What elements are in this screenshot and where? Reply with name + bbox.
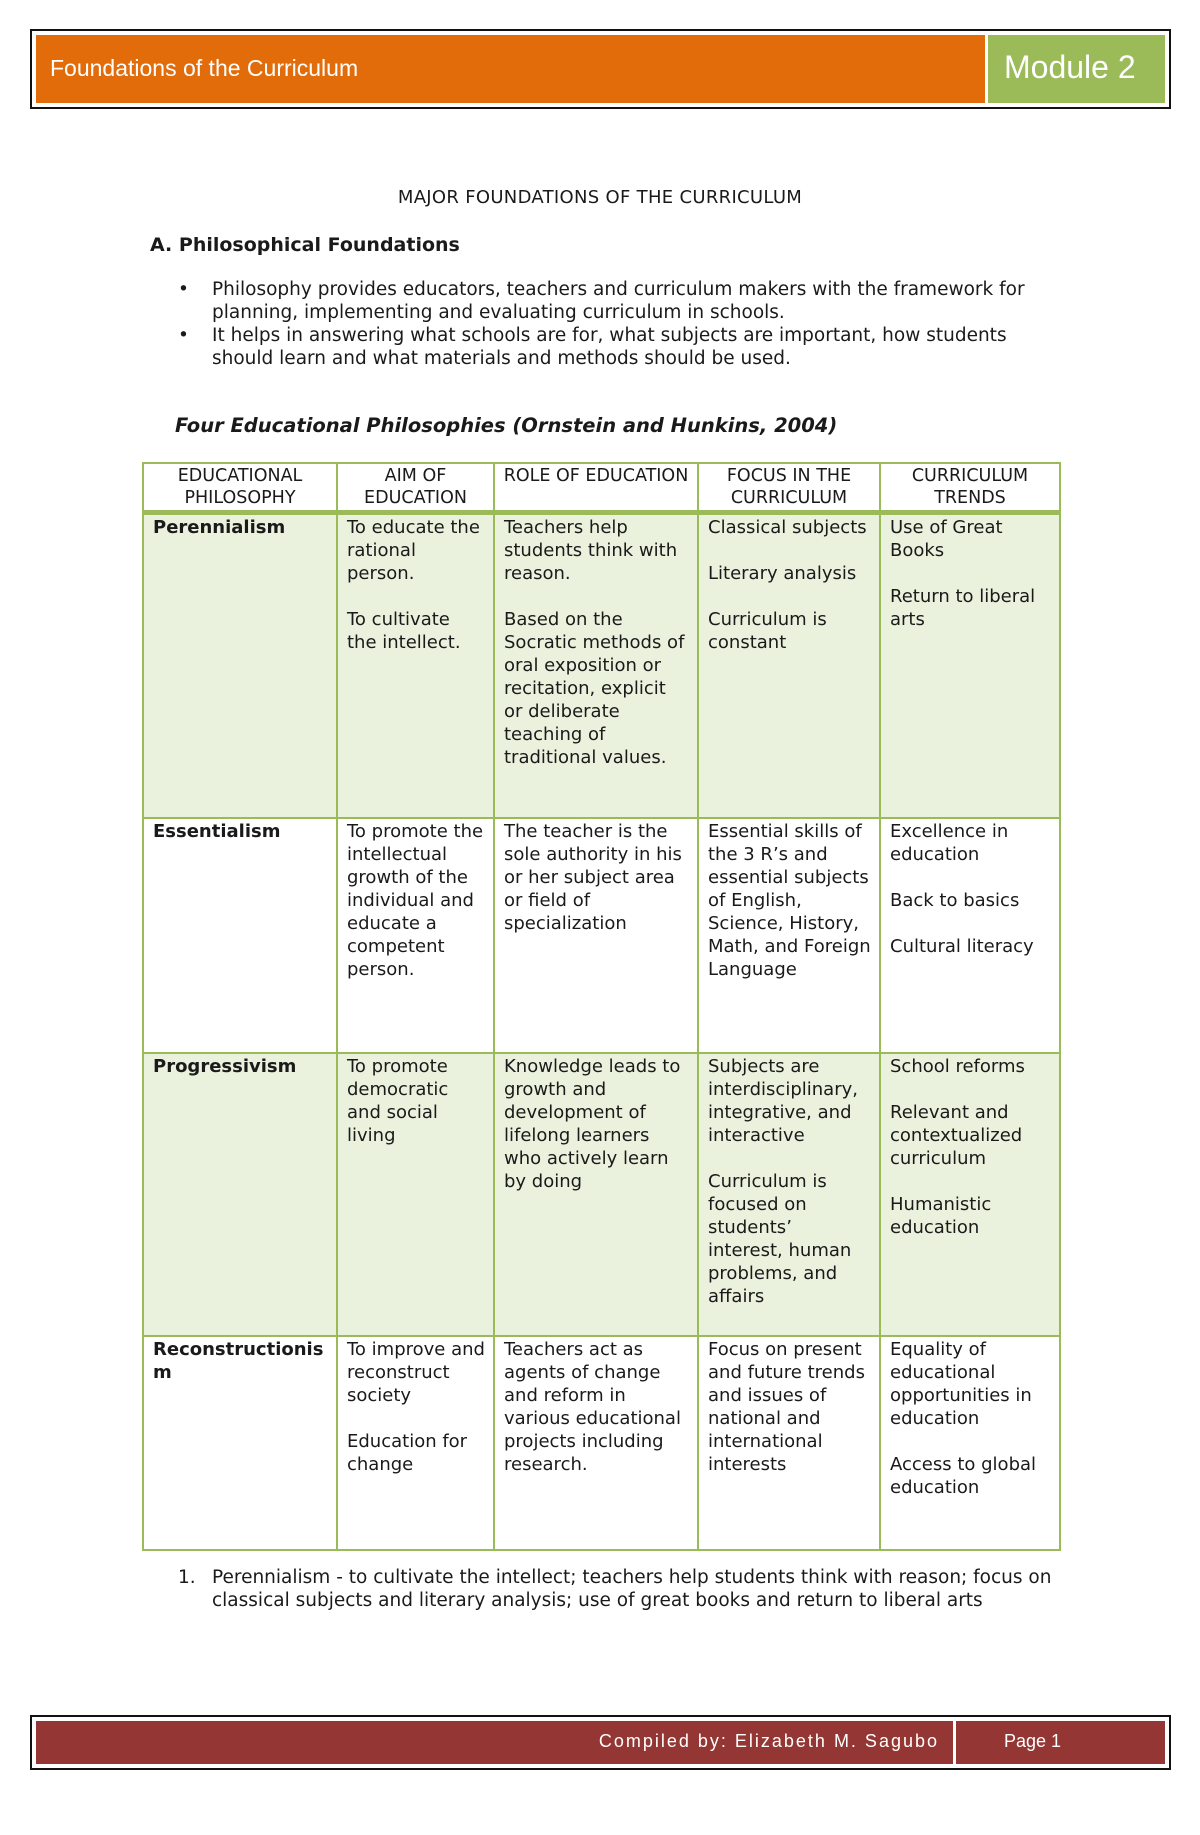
- footer-compiled-by: Compiled by: Elizabeth M. Sagubo: [598, 1731, 939, 1751]
- role-cell: [494, 1053, 698, 1336]
- column-header: CURRICULUM TRENDS: [880, 463, 1060, 513]
- philosophy-name: Essentialism: [143, 818, 337, 1053]
- cell-text: Excellence in education: [890, 820, 1009, 865]
- cell-text: Knowledge leads to growth and development of lifelong learners who actively learn by doing: [504, 1055, 681, 1192]
- philosophies-table: [142, 462, 1061, 1551]
- cell-text: To promote democratic and social living: [347, 1055, 449, 1146]
- cell-text: Essential skills of the 3 R’s and essential subjects of English, Science, History, Math, and Foreign Language: [708, 820, 871, 980]
- list-text: Perennialism - to cultivate the intellect; teachers help students think with reason; focus on classical subjects and literary analysis; use of great books and return to liberal arts: [212, 1567, 1052, 1611]
- footer-compiled-box: [36, 1721, 956, 1764]
- footer-page-box: [956, 1721, 1165, 1764]
- cell-text: Teachers help students think with reason.: [504, 517, 678, 584]
- bullet-text: Philosophy provides educators, teachers and curriculum makers with the framework for planning, implementing and evaluating curriculum in schools.: [212, 279, 1025, 323]
- trends-cell: [880, 1336, 1060, 1550]
- table-row: [143, 1336, 1060, 1550]
- focus-cell: [698, 513, 880, 818]
- header-title-box: [36, 35, 988, 103]
- list-number: 1.: [178, 1567, 196, 1588]
- cell-text: Humanistic education: [890, 1193, 992, 1238]
- table-header-row: [143, 463, 1060, 513]
- cell-text: Equality of educational opportunities in education: [890, 1338, 1032, 1429]
- section-heading: A. Philosophical Foundations: [150, 234, 460, 256]
- cell-text: Use of Great Books: [890, 517, 1003, 561]
- table-title: Four Educational Philosophies (Ornstein and Hunkins, 2004): [175, 414, 838, 437]
- philosophy-name: Progressivism: [143, 1053, 337, 1336]
- column-header: EDUCATIONAL PHILOSOPHY: [143, 463, 337, 513]
- cell-text: To educate the rational person.: [347, 517, 480, 584]
- column-header: FOCUS IN THE CURRICULUM: [698, 463, 880, 513]
- cell-text: Literary analysis: [708, 563, 857, 584]
- header-module-box: [988, 35, 1165, 103]
- focus-cell: [698, 1053, 880, 1336]
- cell-text: To improve and reconstruct society: [347, 1338, 485, 1406]
- numbered-list: [178, 1566, 1058, 1612]
- column-header: ROLE OF EDUCATION: [494, 463, 698, 513]
- cell-text: School reforms: [890, 1055, 1025, 1077]
- aim-cell: [337, 818, 494, 1053]
- cell-text: Return to liberal arts: [890, 586, 1036, 630]
- focus-cell: [698, 1336, 880, 1550]
- philosophy-name: Reconstructionism: [143, 1336, 337, 1550]
- table-row: [143, 818, 1060, 1053]
- cell-text: To cultivate the intellect.: [347, 609, 461, 653]
- column-header: AIM OF EDUCATION: [337, 463, 494, 513]
- philosophy-name: Perennialism: [143, 513, 337, 818]
- cell-text: Relevant and contextualized curriculum: [890, 1101, 1023, 1169]
- cell-text: Focus on present and future trends and issues of national and international interests: [708, 1338, 865, 1475]
- bullet-text: It helps in answering what schools are for, what subjects are important, how students should learn and what materials and methods should be used.: [212, 325, 1007, 369]
- trends-cell: [880, 818, 1060, 1053]
- role-cell: [494, 513, 698, 818]
- page-footer: [30, 1715, 1171, 1770]
- trends-cell: [880, 1053, 1060, 1336]
- cell-text: Cultural literacy: [890, 935, 1034, 957]
- cell-text: Curriculum is constant: [708, 609, 827, 653]
- cell-text: Based on the Socratic methods of oral exposition or recitation, explicit or deliberate teaching of traditional values.: [504, 609, 685, 768]
- bullet-marker: •: [178, 279, 189, 300]
- bullet-marker: •: [178, 325, 189, 346]
- table-row: [143, 1053, 1060, 1336]
- cell-text: Curriculum is focused on students’ interest, human problems, and affairs: [708, 1170, 852, 1307]
- bullet-list: [150, 278, 1070, 370]
- focus-cell: [698, 818, 880, 1053]
- cell-text: Subjects are interdisciplinary, integrative, and interactive: [708, 1055, 858, 1146]
- list-item: [178, 1566, 1058, 1612]
- aim-cell: [337, 513, 494, 818]
- page-number: Page 1: [1004, 1731, 1062, 1751]
- bullet-item: [150, 278, 1070, 324]
- header-module-label: Module 2: [1004, 49, 1136, 85]
- document-heading: MAJOR FOUNDATIONS OF THE CURRICULUM: [397, 187, 803, 208]
- cell-text: Education for change: [347, 1430, 468, 1475]
- bullet-item: [150, 324, 1070, 370]
- cell-text: Classical subjects: [708, 517, 867, 538]
- cell-text: Back to basics: [890, 889, 1020, 911]
- aim-cell: [337, 1336, 494, 1550]
- page-header: [30, 29, 1171, 109]
- trends-cell: [880, 513, 1060, 818]
- role-cell: [494, 1336, 698, 1550]
- cell-text: To promote the intellectual growth of the individual and educate a competent person.: [347, 820, 484, 980]
- cell-text: The teacher is the sole authority in his or her subject area or field of specialization: [504, 820, 682, 934]
- header-title: Foundations of the Curriculum: [50, 55, 359, 81]
- cell-text: Access to global education: [890, 1453, 1037, 1498]
- role-cell: [494, 818, 698, 1053]
- aim-cell: [337, 1053, 494, 1336]
- cell-text: Teachers act as agents of change and reform in various educational projects including research.: [504, 1338, 681, 1475]
- table-row: [143, 513, 1060, 818]
